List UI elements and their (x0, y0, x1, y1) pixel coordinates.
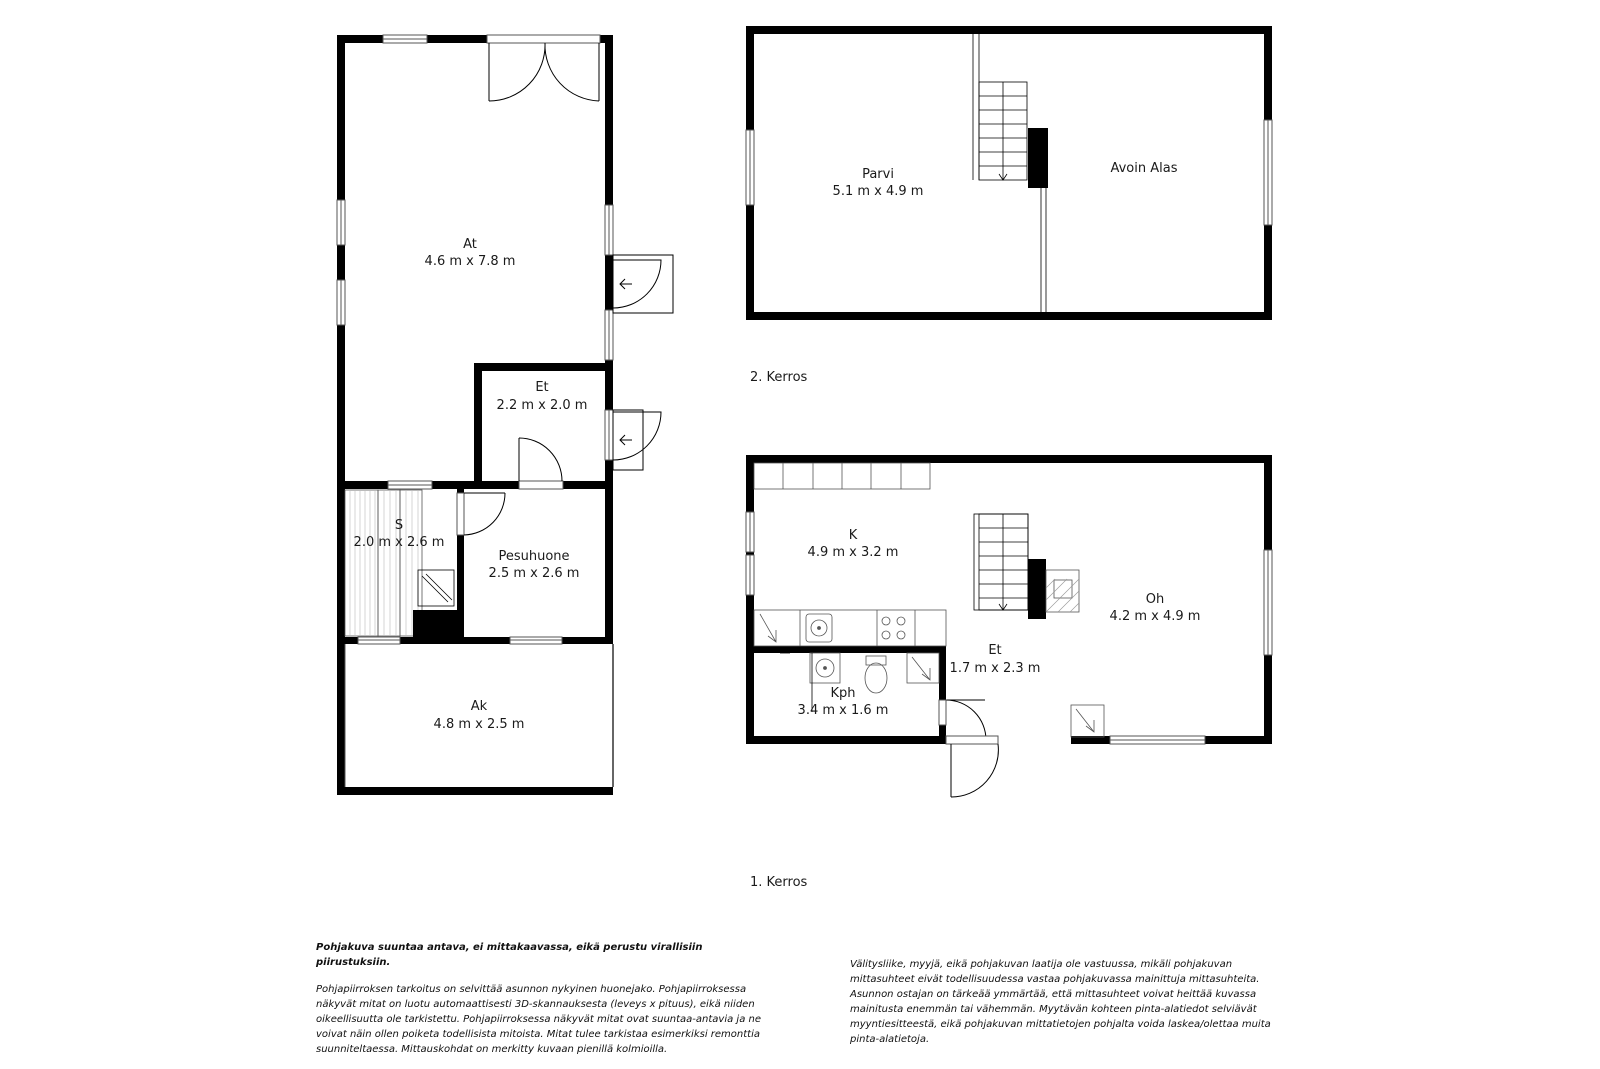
room-oh-size: 4.2 m x 4.9 m (1109, 609, 1201, 624)
room-parvi-size: 5.1 m x 4.9 m (832, 184, 924, 199)
room-at-size: 4.6 m x 7.8 m (424, 254, 516, 269)
room-kph-size: 3.4 m x 1.6 m (797, 703, 889, 718)
room-k-size: 4.9 m x 3.2 m (807, 545, 899, 560)
room-kph-name: Kph (830, 686, 856, 701)
room-et-upper-name: Et (535, 380, 549, 395)
room-oh-name: Oh (1145, 592, 1165, 607)
disclaimer-right-text: Välitysliike, myyjä, eikä pohjakuvan laatija ole vastuussa, mikäli pohjakuvan mittasuhteet eivät todellisuudessa vastaa pohjakuvassa mainittuja mittasuhteita. Asunnon ostajan on tärkeää ymmärtää, että mittasuhteet voivat heittää kuvassa mainitusta enemmän tai vähemmän. Myytävän kohteen pinta-alatiedot selviävät myyntiesitteestä, eikä pohjakuvan mittatietojen pohjalta voida laskea/olettaa muita pinta-alatietoja. (850, 959, 1271, 1045)
disclaimer-left-text: Pohjapiirroksen tarkoitus on selvittää asunnon nykyinen huonejako. Pohjapiirroksessa näkyvät mitat on luotu automaattisesti 3D-skannauksesta (leveys x pituus), eikä niiden oikeellisuutta ole tarkistettu. Pohjapiirroksessa näkyvät mitat ovat suuntaa-antavia ja ne voivat näin ollen poiketa todellisista mitoista. Mitat tulee tarkistaa esimerkiksi remonttia suunniteltaessa. Mittauskohdat on merkitty kuvaan pienillä kolmioilla. (316, 984, 762, 1055)
room-at-name: At (463, 237, 477, 252)
room-pesuhuone-size: 2.5 m x 2.6 m (488, 566, 580, 581)
room-sauna-size: 2.0 m x 2.6 m (353, 535, 445, 550)
second-floor-label: 2. Kerros (750, 370, 808, 385)
sauna-stove (413, 610, 457, 638)
disclaimer-heading: Pohjakuva suuntaa antava, ei mittakaavassa, eikä perustu virallisiin piirustuksiin. (316, 942, 703, 968)
room-et-lower-size: 1.7 m x 2.3 m (949, 661, 1041, 676)
room-parvi-name: Parvi (862, 167, 894, 182)
room-et-upper-size: 2.2 m x 2.0 m (496, 398, 588, 413)
room-sauna-name: S (394, 518, 404, 533)
at-side-door (613, 255, 673, 313)
disclaimer-left (316, 940, 762, 1069)
room-k-name: K (848, 528, 858, 543)
room-avoin-name: Avoin Alas (1110, 161, 1178, 176)
disclaimer-right (850, 957, 1282, 1059)
room-ak-name: Ak (470, 699, 488, 714)
room-ak-size: 4.8 m x 2.5 m (433, 717, 525, 732)
room-et-lower-name: Et (988, 643, 1002, 658)
room-pesuhuone-name: Pesuhuone (498, 549, 570, 564)
first-floor-label: 1. Kerros (750, 875, 808, 890)
